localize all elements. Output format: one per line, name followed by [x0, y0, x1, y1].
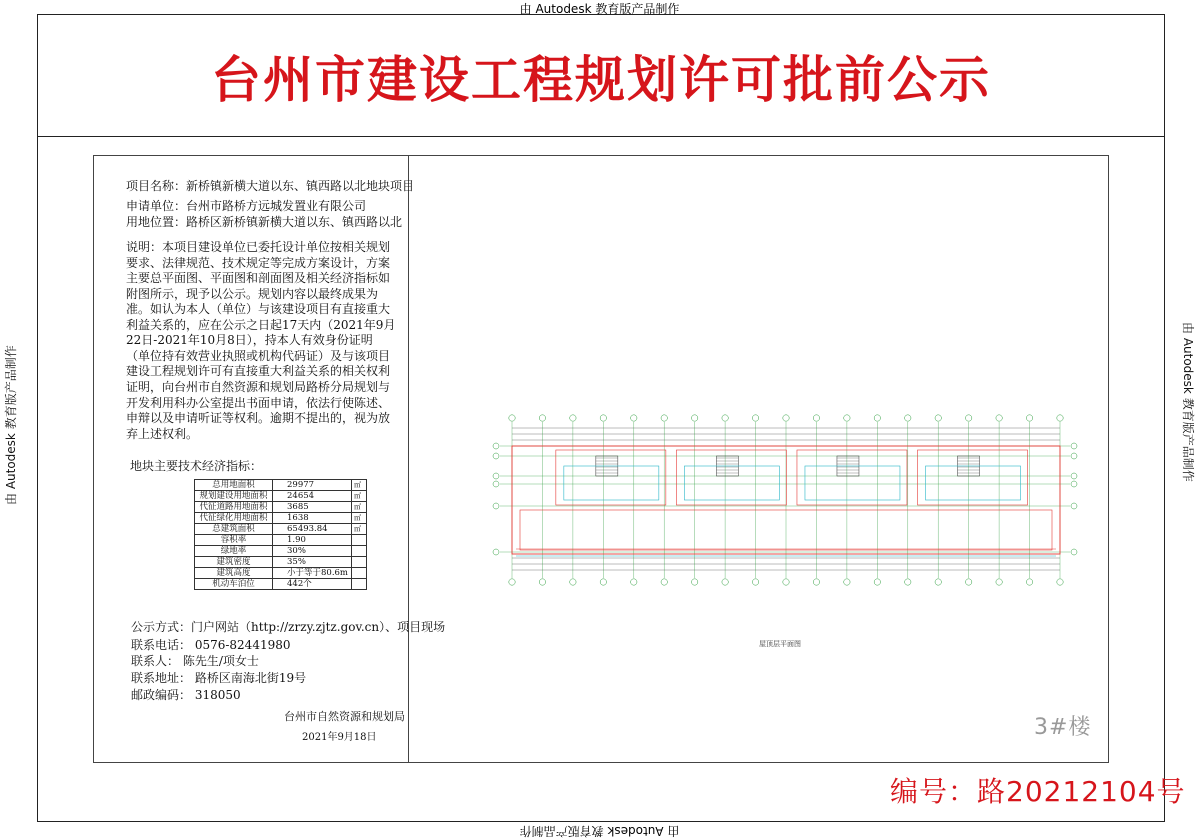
axis-bubble — [722, 579, 728, 585]
axis-bubble — [493, 503, 499, 509]
metrics-val: 30% — [273, 546, 352, 557]
axis-bubble — [691, 579, 697, 585]
metrics-row — [195, 524, 367, 535]
axis-bubble — [783, 579, 789, 585]
axis-bubble — [600, 415, 606, 421]
metrics-row — [195, 513, 367, 524]
axis-bubble — [905, 579, 911, 585]
roof-drain-line — [684, 466, 779, 500]
axis-bubble — [493, 481, 499, 487]
metrics-unit: ㎡ — [352, 513, 367, 524]
roof-drain-line — [564, 466, 659, 500]
axis-bubble — [965, 415, 971, 421]
metrics-lbl: 机动车泊位 — [195, 579, 273, 590]
metrics-lbl: 建筑高度 — [195, 568, 273, 579]
axis-bubble — [539, 579, 545, 585]
axis-bubble — [1026, 415, 1032, 421]
metrics-row — [195, 568, 367, 579]
metrics-val: 小于等于80.6m — [273, 568, 352, 579]
unit-outline — [797, 450, 907, 505]
axis-bubble — [493, 473, 499, 479]
axis-bubble — [752, 415, 758, 421]
axis-bubble — [1071, 453, 1077, 459]
axis-bubble — [996, 415, 1002, 421]
building-label: 3#楼 — [1034, 715, 1092, 740]
metrics-val: 65493.84 — [273, 524, 352, 535]
issuer-name: 台州市自然资源和规划局 — [284, 710, 405, 723]
unit-outline — [918, 450, 1028, 505]
metrics-unit — [352, 535, 367, 546]
axis-bubble — [570, 579, 576, 585]
notice-paragraph-2: 如认为本人（单位）与该建设项目有直接重大利益关系的，应在公示之日起17天内（2021年9月22日-2021年10月8日），持本人有效身份证明（单位持有效营业执照或机构代码证）及与该项目建设工程规划许可有直接重大利益关系的相关权利证明，向台州市自然资源和规划局路桥分局规划与开发利用科办公室提出书面申请，依法行使陈述、申辩以及申请听证等权利。逾期不提出的，视为放弃上述权利。 — [126, 302, 396, 441]
metrics-row — [195, 491, 367, 502]
axis-bubble — [935, 579, 941, 585]
axis-bubble — [570, 415, 576, 421]
metrics-row — [195, 557, 367, 568]
axis-bubble — [539, 415, 545, 421]
serial-number: 编号：路20212104号 — [890, 775, 1186, 808]
contact-address: 联系地址： 路桥区南海北街19号 — [131, 671, 307, 685]
axis-bubble — [905, 415, 911, 421]
roof-drain-line — [926, 466, 1021, 500]
axis-bubble — [935, 415, 941, 421]
axis-bubble — [493, 443, 499, 449]
metrics-val: 24654 — [273, 491, 352, 502]
axis-bubble — [752, 579, 758, 585]
axis-bubble — [813, 415, 819, 421]
axis-bubble — [631, 415, 637, 421]
site-location: 用地位置：路桥区新桥镇新横大道以东、镇西路以北 — [126, 215, 403, 229]
axis-bubble — [509, 415, 515, 421]
metrics-row — [195, 502, 367, 513]
metrics-row — [195, 535, 367, 546]
metrics-lbl: 总用地面积 — [195, 480, 273, 491]
metrics-row — [195, 546, 367, 557]
floor-plan-drawing — [490, 410, 1090, 590]
metrics-row — [195, 480, 367, 491]
metrics-lbl: 容积率 — [195, 535, 273, 546]
metrics-unit: ㎡ — [352, 480, 367, 491]
axis-bubble — [1071, 503, 1077, 509]
metrics-row — [195, 579, 367, 590]
axis-bubble — [691, 415, 697, 421]
axis-bubble — [600, 579, 606, 585]
metrics-unit — [352, 546, 367, 557]
metrics-lbl: 代征道路用地面积 — [195, 502, 273, 513]
metrics-unit: ㎡ — [352, 502, 367, 513]
metrics-unit — [352, 568, 367, 579]
watermark-bottom: 由 Autodesk 教育版产品制作 — [519, 824, 680, 838]
axis-bubble — [813, 579, 819, 585]
title-divider — [37, 136, 1165, 137]
contact-phone: 联系电话： 0576-82441980 — [131, 638, 291, 652]
axis-bubble — [874, 579, 880, 585]
metrics-heading: 地块主要技术经济指标： — [130, 459, 263, 473]
metrics-val: 35% — [273, 557, 352, 568]
metrics-val: 3685 — [273, 502, 352, 513]
metrics-lbl: 总建筑面积 — [195, 524, 273, 535]
axis-bubble — [1071, 443, 1077, 449]
axis-bubble — [1071, 473, 1077, 479]
axis-bubble — [844, 579, 850, 585]
axis-bubble — [844, 415, 850, 421]
axis-bubble — [965, 579, 971, 585]
metrics-val: 29977 — [273, 480, 352, 491]
watermark-left: 由 Autodesk 教育版产品制作 — [4, 345, 18, 505]
axis-bubble — [1026, 579, 1032, 585]
axis-bubble — [783, 415, 789, 421]
axis-bubble — [509, 579, 515, 585]
metrics-lbl: 绿地率 — [195, 546, 273, 557]
axis-bubble — [1057, 415, 1063, 421]
axis-bubble — [996, 579, 1002, 585]
column-divider — [408, 155, 409, 763]
metrics-unit: ㎡ — [352, 491, 367, 502]
notice-paragraph-1: 说明：本项目建设单位已委托设计单位按相关规划要求、法律规范、技术规定等完成方案设计，方案主要总平面图、平面图和剖面图及相关经济指标如附图所示，现予以公示。规划内容以最终成果为准。 — [126, 240, 391, 317]
applicant: 申请单位：台州市路桥方远城发置业有限公司 — [126, 199, 367, 213]
metrics-lbl: 代征绿化用地面积 — [195, 513, 273, 524]
unit-outline — [556, 450, 666, 505]
page-title: 台州市建设工程规划许可批前公示 — [211, 51, 991, 109]
metrics-val: 1.90 — [273, 535, 352, 546]
metrics-lbl: 建筑密度 — [195, 557, 273, 568]
roof-drain-line — [805, 466, 900, 500]
axis-bubble — [493, 453, 499, 459]
publicity-method: 公示方式：门户网站（http://zrzy.zjtz.gov.cn）、项目现场 — [131, 620, 446, 634]
issue-date: 2021年9月18日 — [302, 732, 377, 743]
metrics-unit: ㎡ — [352, 524, 367, 535]
metrics-val: 442个 — [273, 579, 352, 590]
axis-bubble — [493, 549, 499, 555]
axis-bubble — [631, 579, 637, 585]
metrics-unit — [352, 557, 367, 568]
watermark-right: 由 Autodesk 教育版产品制作 — [1181, 322, 1195, 482]
axis-bubble — [661, 579, 667, 585]
contact-person: 联系人： 陈先生/项女士 — [131, 654, 259, 668]
axis-bubble — [722, 415, 728, 421]
axis-bubble — [874, 415, 880, 421]
project-name: 项目名称：新桥镇新横大道以东、镇西路以北地块项目 — [126, 179, 415, 193]
watermark-top: 由 Autodesk 教育版产品制作 — [519, 2, 680, 16]
metrics-val: 1638 — [273, 513, 352, 524]
metrics-lbl: 规划建设用地面积 — [195, 491, 273, 502]
axis-bubble — [1057, 579, 1063, 585]
drawing-caption: 屋顶层平面图 — [759, 640, 801, 648]
axis-bubble — [1071, 549, 1077, 555]
metrics-table — [194, 479, 367, 590]
postal-code: 邮政编码： 318050 — [131, 688, 241, 702]
unit-outline — [676, 450, 786, 505]
metrics-unit — [352, 579, 367, 590]
axis-bubble — [1071, 481, 1077, 487]
axis-bubble — [661, 415, 667, 421]
